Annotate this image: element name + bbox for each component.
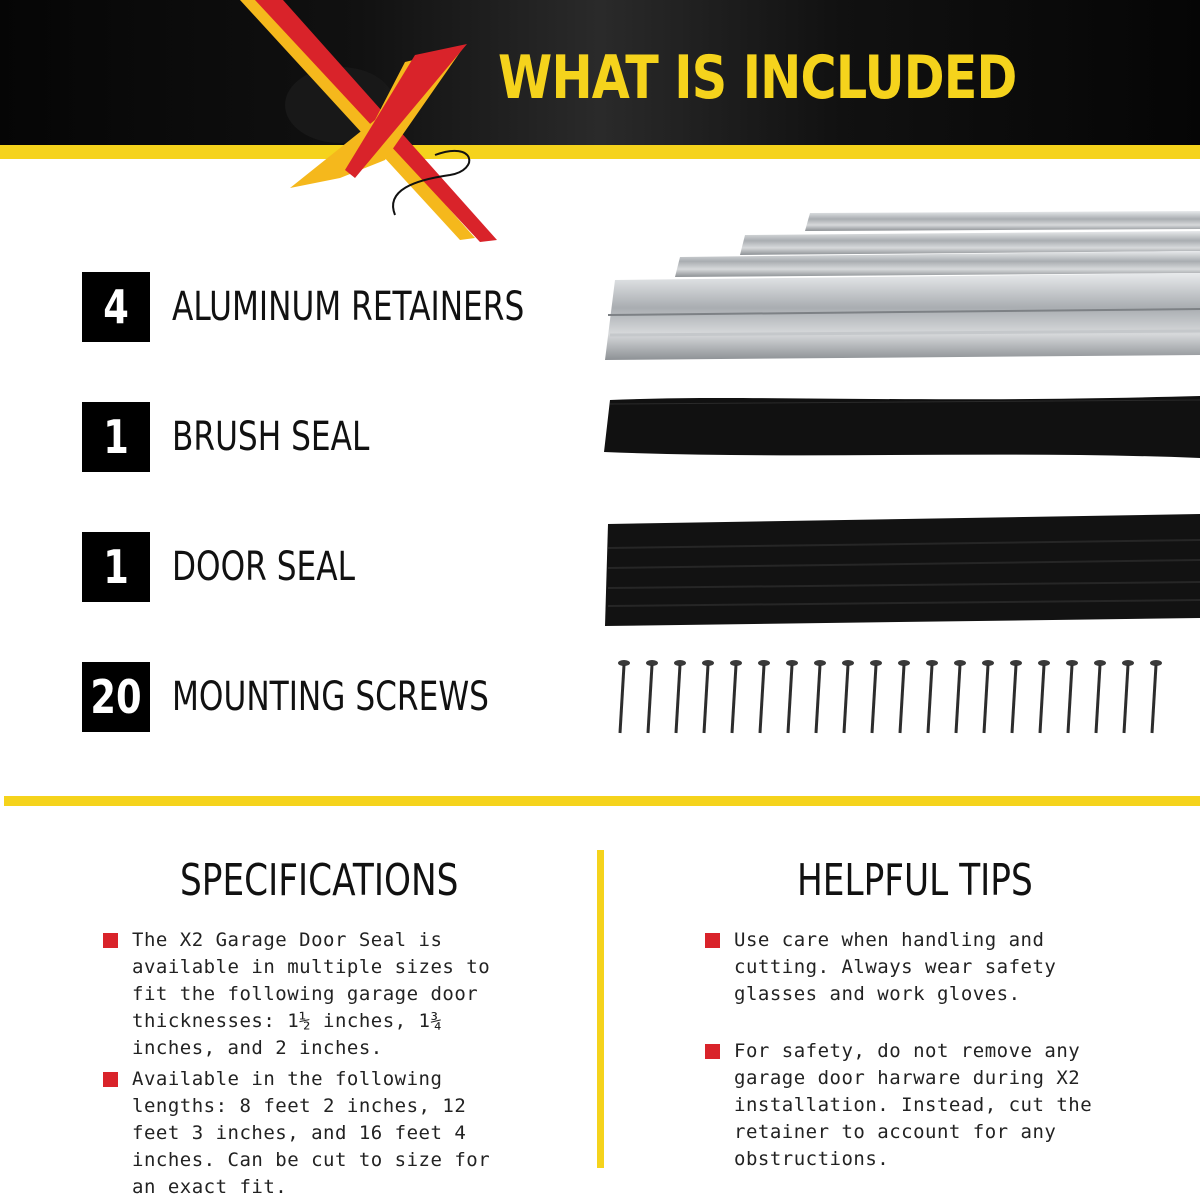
screw-icon xyxy=(786,660,798,733)
column-divider xyxy=(597,850,604,1168)
screw-icon xyxy=(674,660,686,733)
screw-icon xyxy=(702,660,714,733)
screw-icon xyxy=(842,660,854,733)
screw-icon xyxy=(618,660,630,733)
quantity-badge: 1 xyxy=(82,402,150,472)
screw-icon xyxy=(758,660,770,733)
item-label: ALUMINUM RETAINERS xyxy=(172,284,525,330)
brush-seal-image xyxy=(600,390,1200,465)
screw-icon xyxy=(870,660,882,733)
mounting-screws-image xyxy=(600,655,1180,740)
page-title: WHAT IS INCLUDED xyxy=(498,43,1017,113)
bullet-square-icon xyxy=(705,933,720,948)
x2-logo-icon xyxy=(235,0,515,245)
section-divider xyxy=(4,796,1200,806)
specifications-title: SPECIFICATIONS xyxy=(180,855,459,906)
screw-icon xyxy=(954,660,966,733)
screw-icon xyxy=(730,660,742,733)
item-label: BRUSH SEAL xyxy=(172,414,370,460)
screw-icon xyxy=(1038,660,1050,733)
screw-icon xyxy=(814,660,826,733)
bullet-square-icon xyxy=(103,1072,118,1087)
screw-icon xyxy=(1066,660,1078,733)
item-label: DOOR SEAL xyxy=(172,544,355,590)
screw-icon xyxy=(926,660,938,733)
aluminum-retainers-image xyxy=(600,205,1200,365)
screw-icon xyxy=(1122,660,1134,733)
screw-icon xyxy=(898,660,910,733)
header-stripe xyxy=(0,145,1200,159)
bullet-square-icon xyxy=(705,1044,720,1059)
item-label: MOUNTING SCREWS xyxy=(172,674,489,720)
door-seal-image xyxy=(600,508,1200,630)
helpful-tips-title: HELPFUL TIPS xyxy=(797,855,1033,906)
screw-icon xyxy=(982,660,994,733)
screw-icon xyxy=(646,660,658,733)
screw-icon xyxy=(1150,660,1162,733)
screw-icon xyxy=(1094,660,1106,733)
quantity-badge: 4 xyxy=(82,272,150,342)
quantity-badge: 1 xyxy=(82,532,150,602)
quantity-badge: 20 xyxy=(82,662,150,732)
bullet-square-icon xyxy=(103,933,118,948)
screw-icon xyxy=(1010,660,1022,733)
